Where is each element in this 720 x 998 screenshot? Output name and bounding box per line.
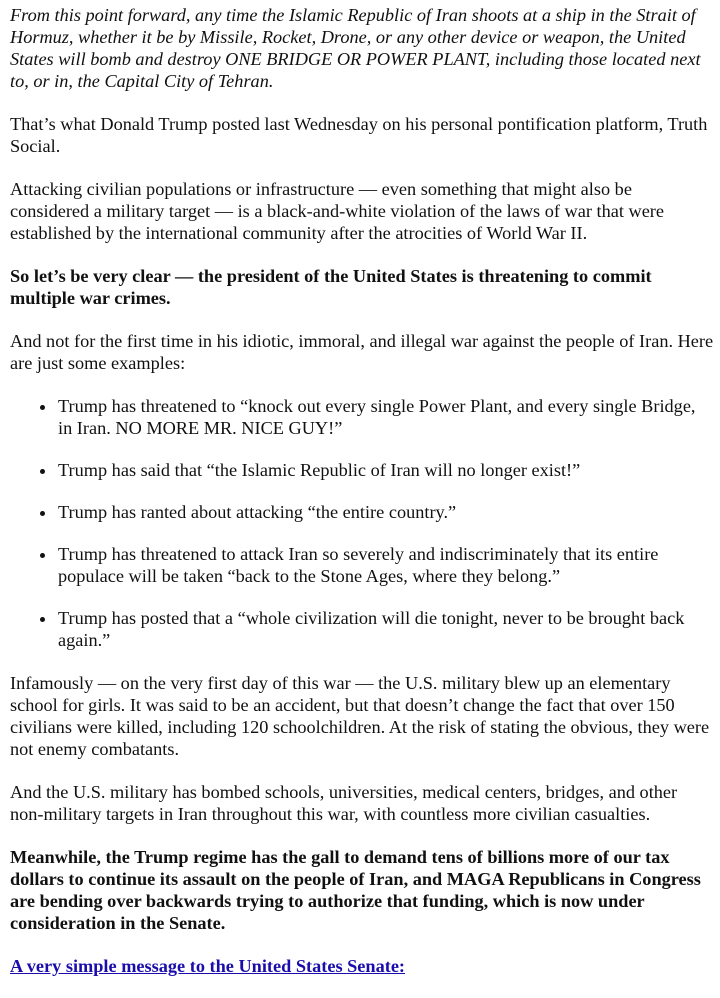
bold-paragraph-war-crimes: So let’s be very clear — the president of the United States is threatening to commit multiple war crimes. (10, 266, 652, 308)
examples-list (10, 395, 714, 651)
list-item (58, 501, 714, 523)
list-item (58, 395, 714, 439)
paragraph-1: That’s what Donald Trump posted last Wednesday on his personal pontification platform, Truth Social. (10, 114, 708, 156)
list-item-text: Trump has threatened to attack Iran so severely and indiscriminately that its entire populace will be taken “back to the Stone Ages, where they belong.” (58, 544, 659, 586)
list-item (58, 607, 714, 651)
article-body (10, 4, 714, 998)
senate-message-paragraph (10, 955, 714, 977)
list-item (58, 459, 714, 481)
bullet-icon (40, 469, 45, 474)
list-item-text: Trump has said that “the Islamic Republic of Iran will no longer exist!” (58, 460, 581, 480)
trump-quote: From this point forward, any time the Islamic Republic of Iran shoots at a ship in the Strait of Hormuz, whether it be by Missile, Rocket, Drone, or any other device or weapon, the United States will bomb and destroy ONE BRIDGE OR POWER PLANT, including those located next to, or in, the Capital City of Tehran. (10, 5, 701, 91)
bullet-icon (40, 405, 45, 410)
list-item-text: Trump has threatened to “knock out every single Power Plant, and every single Bridge, in Iran. NO MORE MR. NICE GUY!” (58, 396, 696, 438)
paragraph-6: And the U.S. military has bombed schools, universities, medical centers, bridges, and other non-military targets in Iran throughout this war, with countless more civilian casualties. (10, 782, 678, 824)
list-item-text: Trump has posted that a “whole civilization will die tonight, never to be brought back again.” (58, 608, 685, 650)
list-item-text: Trump has ranted about attacking “the entire country.” (58, 502, 457, 522)
bold-paragraph-funding: Meanwhile, the Trump regime has the gall to demand tens of billions more of our tax dollars to continue its assault on the people of Iran, and MAGA Republicans in Congress are bending over backwards trying to authorize that funding, which is now under consideration in the Senate. (10, 847, 701, 933)
paragraph-4: And not for the first time in his idiotic, immoral, and illegal war against the people of Iran. Here are just some examples: (10, 331, 714, 373)
paragraph-2: Attacking civilian populations or infrastructure — even something that might also be considered a military target — is a black-and-white violation of the laws of war that were established by the international community after the atrocities of World War II. (10, 179, 665, 243)
bullet-icon (40, 617, 45, 622)
paragraph-5: Infamously — on the very first day of this war — the U.S. military blew up an elementary school for girls. It was said to be an accident, but that doesn’t change the fact that over 150 civilians were killed, including 120 schoolchildren. At the risk of stating the obvious, they were not enemy combatants. (10, 673, 710, 759)
senate-message-link[interactable]: A very simple message to the United States Senate: (10, 956, 406, 976)
bullet-icon (40, 511, 45, 516)
bullet-icon (40, 553, 45, 558)
list-item (58, 543, 714, 587)
